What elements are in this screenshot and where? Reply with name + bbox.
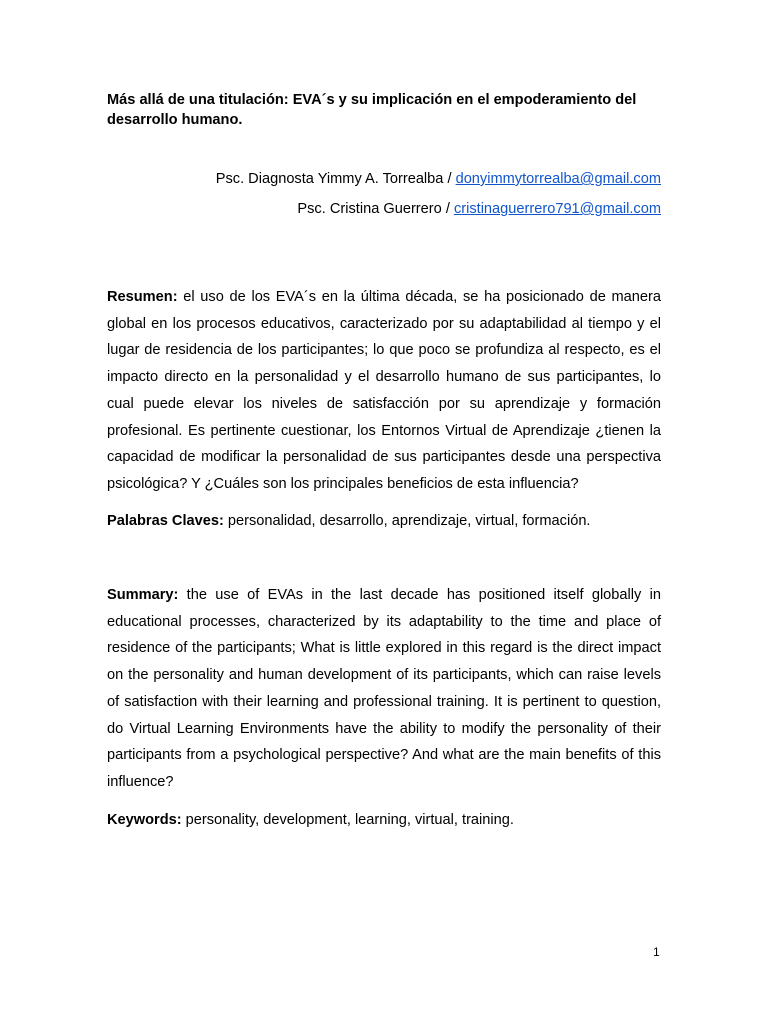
summary-text: the use of EVAs in the last decade has positioned itself globally in educational processes, characterized by its adaptability to the time and place of residence of the participants; What is little explored in this regard is the direct impact on the personality and human development of its participants, which can raise levels of satisfaction with their learning and professional training. It is pertinent to question, do Virtual Learning Environments have the ability to modify the personality of their participants from a psychological perspective? And what are the main benefits of this influence? xyxy=(107,587,661,790)
author-line-1 xyxy=(216,169,661,189)
resumen-text: el uso de los EVA´s en la última década, se ha posicionado de manera global en los procesos educativos, caracterizado por su adaptabilidad al tiempo y el lugar de residencia de los participantes; lo que poco se profundiza al respecto, es el impacto directo en la personalidad y el desarrollo humano de sus participantes, lo cual puede elevar los niveles de satisfacción por su aprendizaje y formación profesional. Es pertinente cuestionar, los Entornos Virtual de Aprendizaje ¿tienen la capacidad de modificar la personalidad de sus participantes desde una perspectiva psicológica? Y ¿Cuáles son los principales beneficios de esta influencia? xyxy=(107,289,661,492)
palabras-claves-paragraph xyxy=(107,508,661,535)
keywords-text: personality, development, learning, virtual, training. xyxy=(181,812,514,828)
keywords-paragraph xyxy=(107,807,661,834)
summary-label: Summary: xyxy=(107,587,179,603)
palabras-claves-label: Palabras Claves: xyxy=(107,513,224,529)
page-number: 1 xyxy=(653,945,660,959)
resumen-label: Resumen: xyxy=(107,289,178,305)
keywords-label: Keywords: xyxy=(107,812,182,828)
author-2-name: Psc. Cristina Guerrero / xyxy=(297,201,454,217)
author-line-2 xyxy=(297,199,661,219)
author-2-email-link[interactable]: cristinaguerrero791@gmail.com xyxy=(453,201,661,217)
palabras-claves-text: personalidad, desarrollo, aprendizaje, virtual, formación. xyxy=(223,513,591,529)
summary-paragraph xyxy=(107,582,661,796)
author-1-email-link[interactable]: donyimmytorrealba@gmail.com xyxy=(455,171,661,187)
resumen-paragraph xyxy=(107,284,661,498)
author-1-name: Psc. Diagnosta Yimmy A. Torrealba / xyxy=(215,171,456,187)
paper-title: Más allá de una titulación: EVA´s y su implicación en el empoderamiento del desarrollo humano. xyxy=(107,92,637,128)
